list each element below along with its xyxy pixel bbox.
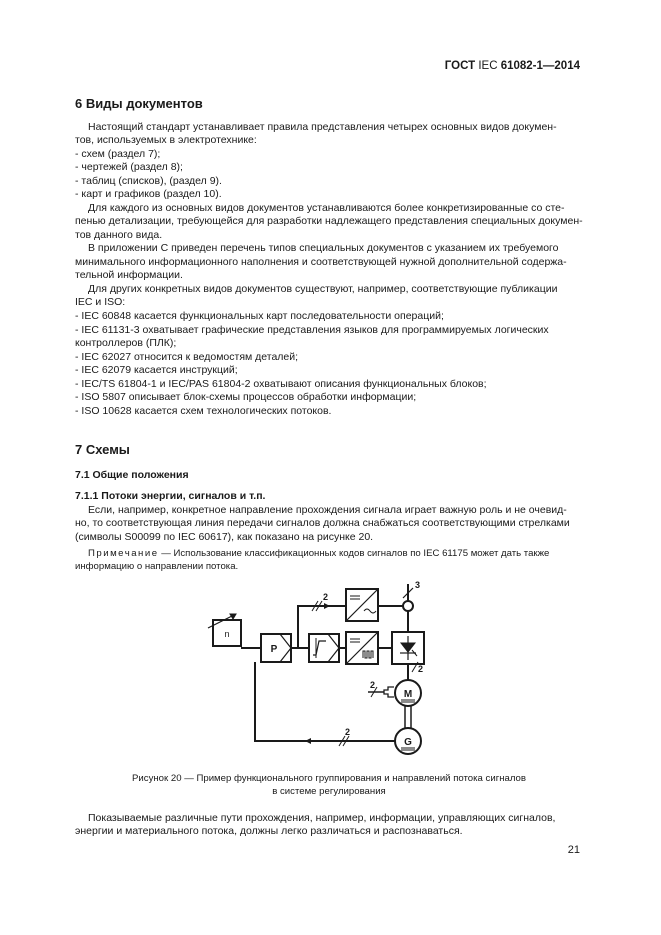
section-7-p-line3: (символы S00099 по IEC 60617), как показано на рисунке 20.	[75, 531, 374, 543]
controller-block	[309, 634, 339, 662]
section-6-p3-line2: минимального информационного наполнения и соответствующей нужной дополнительной содержа-	[75, 256, 567, 268]
section-6-p3-line3: тельной информации.	[75, 269, 183, 281]
junction-node	[403, 601, 413, 611]
section-7-1-1-title: 7.1.1 Потоки энергии, сигналов и т.п.	[75, 490, 266, 502]
note-label: Примечание	[88, 548, 159, 559]
standard-item: контроллеров (ПЛК);	[75, 337, 177, 349]
note-text: — Использование классификационных кодов сигналов по IEC 61175 может дать также	[158, 548, 550, 559]
header-gost: ГОСТ	[444, 60, 476, 72]
standard-item: - IEC 60848 касается функциональных карт последовательности операций;	[75, 310, 444, 322]
standard-item: - IEC/TS 61804-1 и IEC/PAS 61804-2 охватывают описания функциональных блоков;	[75, 378, 487, 390]
label-n: n	[224, 629, 230, 639]
header-code: 61082-1—2014	[500, 60, 580, 72]
figure-caption-line2: в системе регулирования	[272, 786, 386, 797]
wire-count-label: 3	[415, 580, 421, 590]
label-p: P	[270, 644, 278, 655]
section-6-p2-line2: пенью детализации, требующейся для разработки надлежащего представления специальных докумен-	[75, 215, 583, 227]
list-item: - чертежей (раздел 8);	[75, 161, 183, 173]
document-header	[445, 60, 580, 72]
section-6-intro-line1: Настоящий стандарт устанавливает правила представления четырех основных видов докумен-	[88, 121, 557, 133]
section-7-p-line2: но, то соответствующая линия передачи сигналов должна снабжаться соответствующими стрелками	[75, 517, 570, 529]
section-6-p3-line1: В приложении С приведен перечень типов специальных документов с указанием их требуемого	[88, 242, 559, 254]
label-g: G	[404, 737, 412, 748]
section-6-p4-line1: Для других конкретных видов документов существуют, например, соответствующие публикации	[88, 283, 558, 295]
figure-caption-line1: Рисунок 20 — Пример функционального группирования и направлений потока сигналов	[132, 773, 526, 784]
flow-arrow-icon	[305, 738, 311, 744]
note-line1	[88, 548, 583, 561]
excitation-coil-icon	[384, 687, 394, 697]
figure-20-diagram	[180, 575, 480, 775]
pulse-train-icon	[363, 651, 373, 658]
section-6-intro-line2: тов, используемых в электротехнике:	[75, 134, 257, 146]
standard-item: - IEC 62027 относится к ведомостям деталей;	[75, 351, 299, 363]
section-7-title: 7 Схемы	[75, 442, 130, 457]
section-7-p-line1: Если, например, конкретное направление прохождения сигнала играет важную роль и не очевид-	[88, 504, 567, 516]
wire-feedback	[255, 662, 395, 741]
wire-count-label: 2	[418, 664, 424, 674]
wire-count-label: 2	[345, 727, 351, 737]
section-6-p4-line2: IEC и ISO:	[75, 296, 126, 308]
header-iec: IEC	[478, 60, 498, 72]
closing-line1: Показываемые различные пути прохождения, например, информации, управляющих сигналов,	[88, 812, 556, 824]
label-m: M	[403, 689, 413, 700]
wire-count-label: 2	[323, 592, 329, 602]
list-item: - таблиц (списков), (раздел 9).	[75, 175, 222, 187]
closing-line2: энергии и материального потока, должны легко различаться и распознаваться.	[75, 825, 463, 837]
section-6-title: 6 Виды документов	[75, 96, 203, 111]
section-6-p2-line3: тов данного вида.	[75, 229, 163, 241]
ramp-icon	[313, 641, 326, 655]
flow-arrow-icon	[324, 603, 330, 609]
wire-count-label: 2	[370, 680, 376, 690]
page-number: 21	[567, 844, 580, 856]
standard-item: - IEC 61131-3 охватывает графические представления языков для программируемых логических	[75, 324, 549, 336]
standard-item: - ISO 5807 описывает блок-схемы процессов обработки информации;	[75, 391, 417, 403]
standard-item: - IEC 62079 касается инструкций;	[75, 364, 238, 376]
list-item: - схем (раздел 7);	[75, 148, 161, 160]
standard-item: - ISO 10628 касается схем технологических потоков.	[75, 405, 332, 417]
list-item: - карт и графиков (раздел 10).	[75, 188, 222, 200]
section-6-p2-line1: Для каждого из основных видов документов устанавливаются более конкретизированные со сте-	[88, 202, 565, 214]
section-7-1-title: 7.1 Общие положения	[75, 469, 189, 481]
note-line2: информацию о направлении потока.	[75, 561, 239, 572]
